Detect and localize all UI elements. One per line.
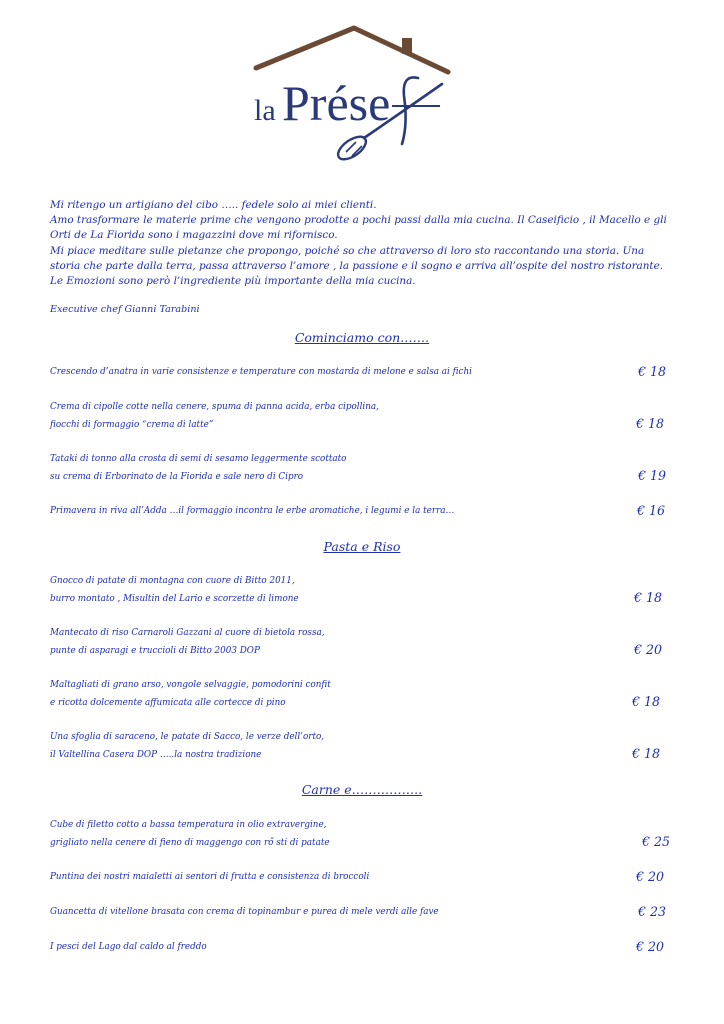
dish-price: € 18 <box>632 746 661 761</box>
dish-description: fiocchi di formaggio “crema di latte” <box>50 419 214 430</box>
chef-introduction <box>50 198 674 289</box>
menu-item <box>50 904 662 922</box>
menu-item <box>50 939 665 957</box>
logo-graphic <box>252 20 452 172</box>
dish-description: Guancetta di vitellone brasata con crema di topinambur e purea di mele verdi alle fave <box>50 907 439 917</box>
dish-price: € 20 <box>634 642 663 657</box>
dish-description: Cube di filetto cotto a bassa temperatura in olio extravergine, <box>50 820 327 830</box>
dish-price: € 25 <box>642 834 671 849</box>
section-title-meat: Carne e…………….. <box>301 782 423 797</box>
dish-description: Crema di cipolle cotte nella cenere, spuma di panna acida, erba cipollina, <box>50 402 379 412</box>
menu-item <box>50 677 662 712</box>
chef-signature: Executive chef Gianni Tarabini <box>50 304 200 315</box>
menu-item <box>50 625 662 660</box>
logo-text-main: Prése <box>282 75 391 131</box>
dish-price: € 18 <box>636 416 665 431</box>
dish-description: Tataki di tonno alla crosta di semi di sesamo leggermente scottato <box>50 454 347 464</box>
menu-item <box>50 451 662 486</box>
intro-line: Le Emozioni sono però l’ingrediente più importante della mia cucina. <box>50 275 416 288</box>
dish-description: punte di asparagi e truccioli di Bitto 2003 DOP <box>50 645 260 656</box>
dish-price: € 18 <box>638 364 667 379</box>
intro-line: Amo trasformare le materie prime che vengono prodotte a pochi passi dalla mia cucina. Il Caseificio , il Macello e gli Orti de La Fiorida sono i magazzini dove mi rifornisco. <box>50 214 667 242</box>
dish-description: Una sfoglia di saraceno, le patate di Sacco, le verze dell’orto, <box>50 732 325 742</box>
intro-line: Mi ritengo un artigiano del cibo ….. fedele solo ai miei clienti. <box>50 199 377 211</box>
dish-description: Puntina dei nostri maialetti ai sentori di frutta e consistenza di broccoli <box>50 872 370 882</box>
dish-description: e ricotta dolcemente affumicata alle cortecce di pino <box>50 697 286 708</box>
dish-price: € 23 <box>638 904 667 919</box>
menu-item <box>50 503 662 521</box>
dish-description: burro montato , Misultin del Lario e scorzette di limone <box>50 593 299 604</box>
menu-item <box>50 729 662 764</box>
menu-item <box>50 817 662 852</box>
menu-item <box>50 399 665 434</box>
dish-price: € 18 <box>632 694 661 709</box>
dish-description: su crema di Erborinato de la Fiorida e sale nero di Cipro <box>50 471 304 482</box>
dish-price: € 20 <box>636 939 665 954</box>
dish-price: € 20 <box>636 869 665 884</box>
roof-icon <box>256 28 448 72</box>
menu-item <box>50 869 665 887</box>
logo-text-la: la <box>254 94 276 127</box>
dish-description: Mantecato di riso Carnaroli Gazzani al cuore di bietola rossa, <box>50 628 325 638</box>
dish-price: € 18 <box>634 590 663 605</box>
dish-description: Crescendo d’anatra in varie consistenze e temperature con mostarda di melone e salsa ai fichi <box>50 367 472 377</box>
dish-price: € 19 <box>638 468 667 483</box>
menu-item <box>50 573 662 608</box>
dish-description: Maltagliati di grano arso, vongole selvaggie, pomodorini confit <box>50 680 331 690</box>
section-title-pasta: Pasta e Riso <box>323 539 401 554</box>
intro-line: Mi piace meditare sulle pietanze che propongo, poiché so che attraverso di loro sto raccontando una storia. Una storia che parte dalla terra, passa attraverso l’amore , la passione e il sogno e arriva all’ospite del nostro ristorante. <box>50 244 664 272</box>
dish-description: Gnocco di patate di montagna con cuore di Bitto 2011, <box>50 576 295 586</box>
dish-description: Primavera in riva all’Adda …il formaggio incontra le erbe aromatiche, i legumi e la terra… <box>50 506 455 516</box>
dish-price: € 16 <box>637 503 666 518</box>
restaurant-logo <box>252 20 452 172</box>
chimney-icon <box>402 38 412 54</box>
dish-description: grigliato nella cenere di fieno di maggengo con rő sti di patate <box>50 837 330 848</box>
section-title-starters: Cominciamo con……. <box>294 330 430 345</box>
dish-description: I pesci del Lago dal caldo al freddo <box>50 942 207 952</box>
dish-description: il Valtellina Casera DOP …..la nostra tradizione <box>50 749 262 760</box>
menu-item <box>50 364 662 382</box>
